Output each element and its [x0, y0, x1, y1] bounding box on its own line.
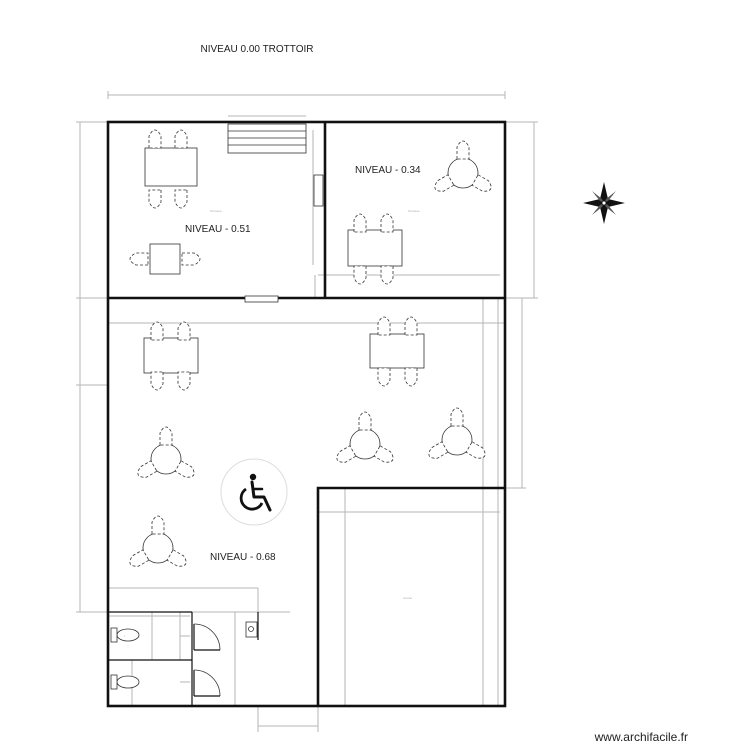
- compass-rose-icon: [583, 182, 625, 224]
- table-top-right: [348, 214, 402, 284]
- room-top-right-name: Terrasse: [408, 209, 420, 213]
- washbasin: [246, 622, 257, 637]
- radiator: [245, 296, 278, 302]
- table-main-left: [144, 322, 198, 390]
- plan-title: NIVEAU 0.00 TROTTOIR: [200, 44, 314, 55]
- round-table-main-2: [334, 412, 395, 465]
- room-storage-name: remise: [403, 596, 413, 600]
- walls: [108, 122, 505, 706]
- door-wc-upper: [194, 624, 220, 650]
- watermark: www.archifacile.fr: [594, 730, 688, 744]
- room-top-right-level: NIVEAU - 0.34: [355, 165, 421, 176]
- wheelchair-accessibility-icon: [221, 459, 287, 525]
- svg-text:t: t: [124, 634, 125, 638]
- table-main-right: [370, 317, 424, 386]
- toilet-lower: [111, 675, 139, 689]
- table-top-left-lower: [130, 244, 200, 274]
- staircase: [228, 124, 306, 153]
- door-wc-lower: [194, 670, 220, 696]
- table-top-left: [145, 130, 197, 208]
- room-top-left-level: NIVEAU - 0.51: [185, 224, 251, 235]
- round-table-main-3: [426, 408, 487, 461]
- room-top-left-name: Terrasse: [210, 209, 222, 213]
- room-main-level: NIVEAU - 0.68: [210, 552, 276, 563]
- round-table-main-4: [127, 516, 188, 569]
- round-table-main-1: [135, 427, 196, 480]
- round-table-top-right: [432, 141, 493, 194]
- toilet-upper: [111, 628, 139, 642]
- wall-cabinet: [314, 175, 323, 206]
